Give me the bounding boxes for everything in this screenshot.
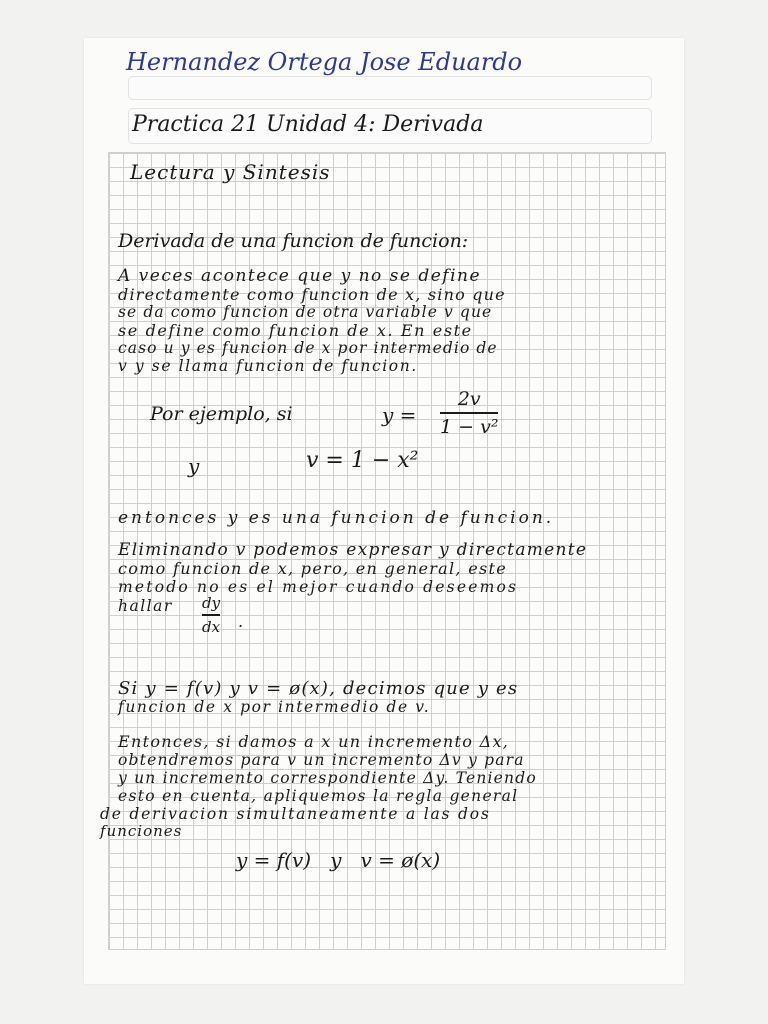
section-title: Derivada de una funcion de funcion: (118, 230, 469, 252)
dydx-numerator: dy (202, 594, 221, 612)
practice-title: Practica 21 Unidad 4: Derivada (132, 112, 484, 137)
increments-line: Entonces, si damos a x un incremento Δx, (118, 732, 510, 751)
example-and: y (188, 454, 200, 478)
fraction-denominator: 1 − v² (440, 415, 499, 438)
definition-line: Si y = f(v) y v = ø(x), decimos que y es (118, 678, 519, 699)
fraction-numerator: 2v (457, 388, 481, 410)
eliminating-line: hallar (118, 597, 173, 615)
intro-line: se define como funcion de x. En este (118, 321, 473, 340)
reading-subtitle: Lectura y Sintesis (130, 160, 331, 184)
student-name: Hernandez Ortega Jose Eduardo (126, 48, 523, 76)
example-v-equation: v = 1 − x² (306, 448, 419, 473)
final-equation: y = f(v) y v = ø(x) (236, 848, 441, 872)
example-y-equals: y = (382, 403, 417, 427)
dydx-denominator: dx (202, 617, 221, 636)
increments-line: de derivacion simultaneamente a las dos (100, 805, 491, 823)
intro-line: directamente como funcion de x, sino que (118, 285, 506, 304)
fraction-bar (440, 412, 498, 414)
eliminating-line: como funcion de x, pero, en general, este (118, 559, 507, 578)
example-fraction (440, 388, 498, 438)
intro-line: v y se llama funcion de funcion. (118, 357, 418, 375)
intro-line: caso u y es funcion de x por intermedio de (118, 339, 498, 357)
increments-line: obtendremos para v un incremento Δv y para (118, 751, 525, 769)
dydx-fraction (202, 594, 220, 636)
intro-line: A veces acontece que y no se define (118, 266, 482, 286)
dydx-bar (202, 614, 220, 616)
increments-line: y un incremento correspondiente Δy. Teniendo (118, 769, 537, 787)
dydx-period: . (238, 612, 244, 631)
conclusion-line: entonces y es una funcion de funcion. (118, 508, 555, 528)
increments-line: esto en cuenta, apliquemos la regla general (118, 787, 519, 805)
definition-line: funcion de x por intermedio de v. (118, 698, 431, 716)
example-label: Por ejemplo, si (150, 403, 293, 425)
eliminating-line: Eliminando v podemos expresar y directamente (118, 540, 588, 560)
name-box (128, 76, 652, 100)
intro-line: se da como funcion de otra variable v que (118, 303, 493, 321)
eliminating-line: metodo no es el mejor cuando deseemos (118, 578, 519, 596)
increments-line: funciones (100, 822, 183, 840)
